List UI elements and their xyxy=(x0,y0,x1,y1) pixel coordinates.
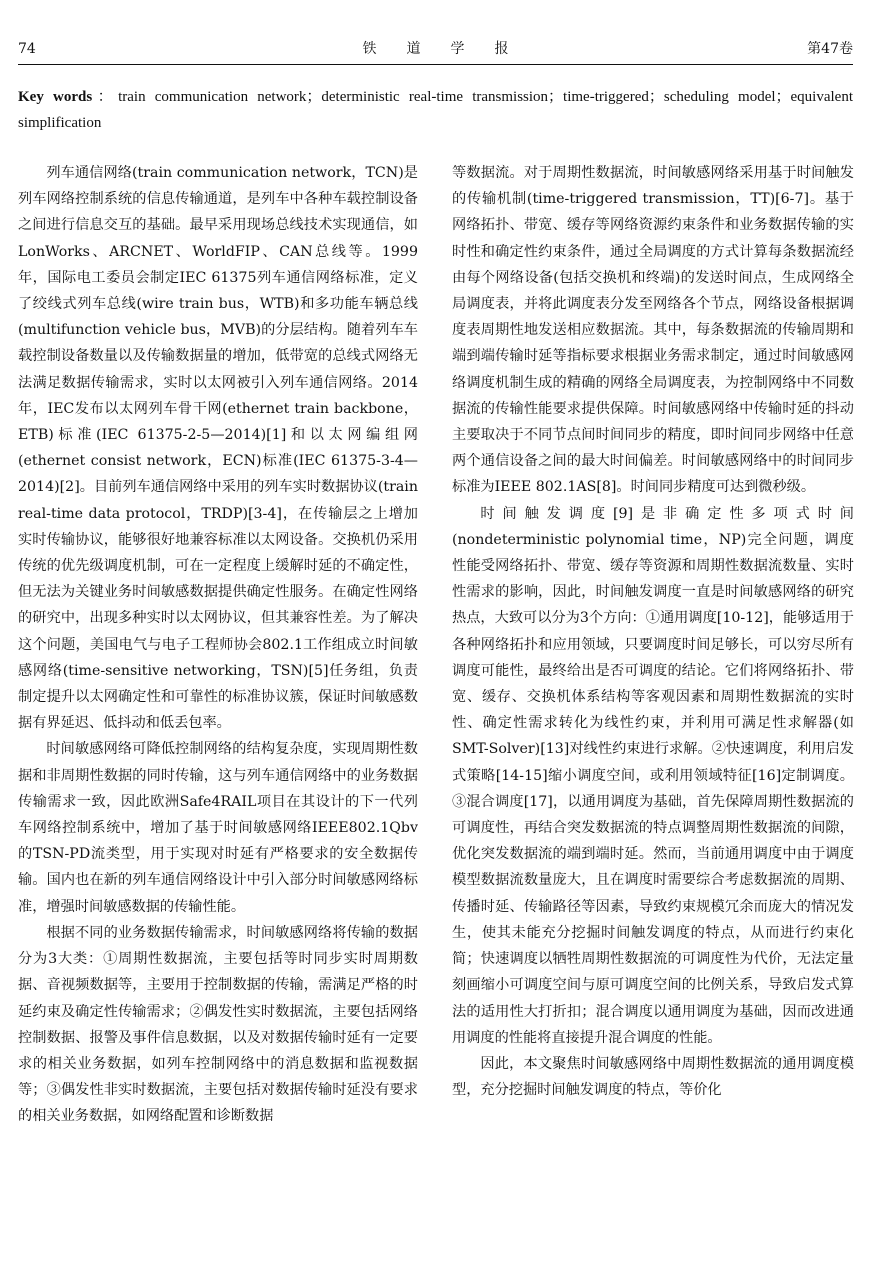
volume-label: 第47卷 xyxy=(807,41,853,57)
running-header xyxy=(18,38,853,60)
right-column xyxy=(452,160,854,1103)
paragraph: 时间敏感网络可降低控制网络的结构复杂度，实现周期性数据和非周期性数据的同时传输，这与列车通信网络中的业务数据传输需求一致，因此欧洲Safe4RAIL项目在其设计的下一代列车网络控制系统中，增加了基于时间敏感网络IEEE802.1Qbv的TSN-PD流类型，用于实现对时延有严格要求的安全数据传输。国内也在新的列车通信网络设计中引入部分时间敏感网络标准，增强时间敏感数据的传输性能。 xyxy=(18,741,418,915)
keywords-label: Key words xyxy=(18,89,93,105)
keywords-text: train communication network；deterministic real-time transmission；time-triggered；scheduling model；equivalent simplification xyxy=(18,89,853,131)
paragraph: 因此，本文聚焦时间敏感网络中周期性数据流的通用调度模型，充分挖掘时间触发调度的特点，等价化 xyxy=(452,1055,854,1099)
keywords-block xyxy=(18,84,853,136)
journal-title: 铁道学报 xyxy=(362,41,539,57)
header-rule xyxy=(18,64,853,65)
left-column xyxy=(18,160,418,1130)
paragraph: 根据不同的业务数据传输需求，时间敏感网络将传输的数据分为3大类：①周期性数据流，主要包括等时同步实时周期数据、音视频数据等，主要用于控制数据的传输，需满足严格的时延约束及确定性传输需求；②偶发性实时数据流，主要包括网络控制数据、报警及事件信息数据，以及对数据传输时延有一定要求的相关业务数据，如列车控制网络中的消息数据和监视数据等；③偶发性非实时数据流，主要包括对数据传输时延没有要求的相关业务数据，如网络配置和诊断数据 xyxy=(18,924,418,1125)
page-number: 74 xyxy=(18,41,36,57)
paragraph: 列车通信网络(train communication network，TCN)是列车网络控制系统的信息传输通道，是列车中各种车载控制设备之间进行信息交互的基础。最早采用现场总线技术实现通信，如LonWorks、ARCNET、WorldFIP、CAN总线等。1999年，国际电工委员会制定IEC 61375列车通信网络标准，定义了绞线式列车总线(wire train bus，WTB)和多功能车辆总线(multifunction vehicle bus，MVB)的分层结构。随着列车车载控制设备数量以及传输数据量的增加，低带宽的总线式网络无法满足数据传输需求，实时以太网被引入列车通信网络。2014年，IEC发布以太网列车骨干网(ethernet train backbone，ETB)标准(IEC 61375-2-5—2014)[1]和以太网编组网(ethernet consist network，ECN)标准(IEC 61375-3-4—2014)[2]。目前列车通信网络中采用的列车实时数据协议(train real-time data protocol，TRDP)[3-4]，在传输层之上增加实时传输协议，能够很好地兼容标准以太网设备。交换机仍采用传统的优先级调度机制，可在一定程度上缓解时延的不确定性，但无法为关键业务时间敏感数据提供确定性服务。在确定性网络的研究中，出现多种实时以太网协议，但其兼容性差。为了解决这个问题，美国电气与电子工程师协会802.1工作组成立时间敏感网络(time-sensitive networking，TSN)[5]任务组，负责制定提升以太网确定性和可靠性的标准协议簇，保证时间敏感数据有界延迟、低抖动和低丢包率。 xyxy=(18,165,418,732)
keywords-separator: ： xyxy=(92,89,119,105)
paragraph: 时间触发调度[9]是非确定性多项式时间(nondeterministic polynomial time，NP)完全问题，调度性能受网络拓扑、带宽、缓存等资源和周期性数据流数量、实时性需求的影响，因此，时间触发调度一直是时间敏感网络的研究热点，大致可以分为3个方向：①通用调度[10-12]，能够适用于各种网络拓扑和应用领域，只要调度时间足够长，可以穷尽所有调度可能性，最终给出是否可调度的结论。它们将网络拓扑、带宽、缓存、交换机体系结构等客观因素和周期性数据流的实时性、确定性需求转化为线性约束，并利用可满足性求解器(如SMT-Solver)[13]对线性约束进行求解。②快速调度，利用启发式策略[14-15]缩小调度空间，或利用领域特征[16]定制调度。③混合调度[17]，以通用调度为基础，首先保障周期性数据流的可调度性，再结合突发数据流的特点调整周期性数据流的间隙，优化突发数据流的端到端时延。然而，当前通用调度中由于调度模型数据流数量庞大，且在调度时需要综合考虑数据流的周期、传播时延、传输路径等因素，导致约束规模冗余而庞大的情况发生，使其未能充分挖掘时间触发调度的特点，从而进行约束化简；快速调度以牺牲周期性数据流的可调度性为代价，无法定量刻画缩小可调度空间与原可调度空间的比例关系，导致启发式算法的适用性大打折扣；混合调度以通用调度为基础，因而改进通用调度的性能将直接提升混合调度的性能。 xyxy=(452,505,854,1046)
paragraph-continued: 等数据流。对于周期性数据流，时间敏感网络采用基于时间触发的传输机制(time-triggered transmission，TT)[6-7]。基于网络拓扑、带宽、缓存等网络资源约束条件和业务数据传输的实时性和确定性约束条件，通过全局调度的方式计算每条数据流经由每个网络设备(包括交换机和终端)的发送时间点，生成网络全局调度表，并将此调度表分发至网络各个节点，网络设备根据调度表周期性地发送相应数据流。其中，每条数据流的传输周期和端到端传输时延等指标要求根据业务需求制定，通过时间敏感网络调度机制生成的精确的网络全局调度表，为控制网络中不同数据流的传输性能要求提供保障。时间敏感网络中传输时延的抖动主要取决于不同节点间时间同步的精度，即时间同步网络中任意两个通信设备之间的最大时间偏差。时间敏感网络中的时间同步标准为IEEE 802.1AS[8]。时间同步精度可达到微秒级。 xyxy=(452,165,854,496)
